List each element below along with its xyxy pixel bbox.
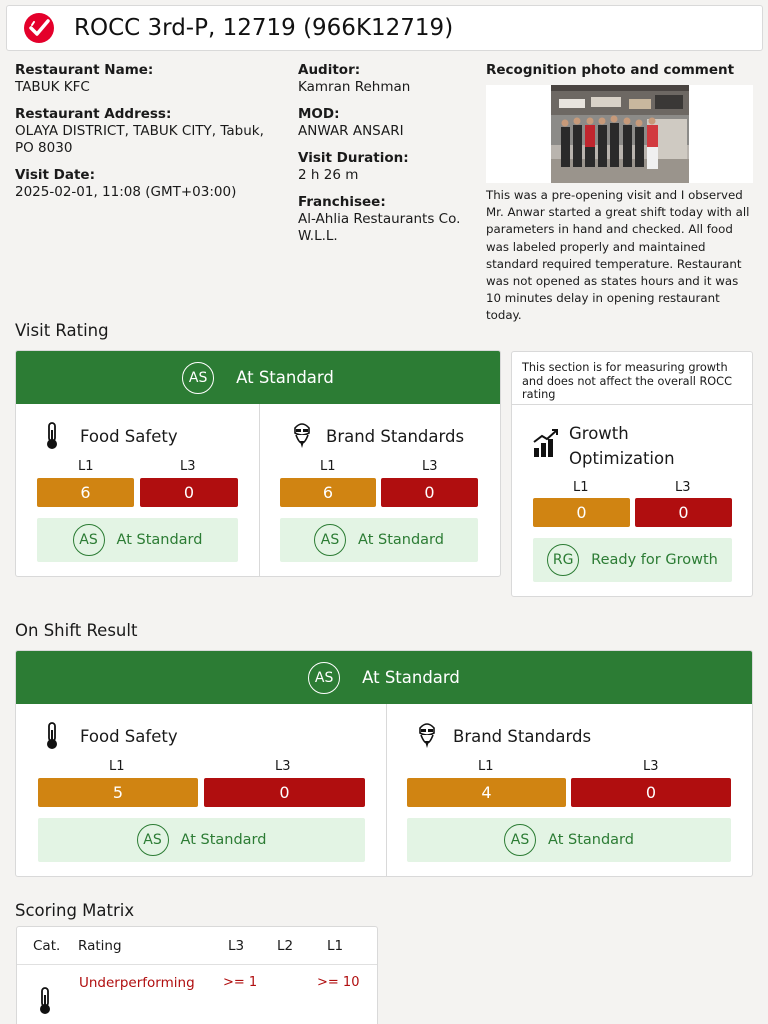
l3-count: 0: [571, 778, 731, 807]
check-logo-icon: [23, 12, 55, 44]
restaurant-address: OLAYA DISTRICT, TABUK CITY, Tabuk, PO 8030: [15, 123, 264, 156]
status-badge: AS: [314, 524, 346, 556]
l3-label: L3: [275, 759, 291, 774]
shift-brand-standards-panel: [387, 704, 753, 876]
status-badge: AS: [73, 524, 105, 556]
franchisee-label: Franchisee:: [298, 194, 386, 210]
recognition-photo[interactable]: [551, 85, 689, 183]
l1-count: 5: [38, 778, 198, 807]
visit-food-safety-panel: [16, 404, 259, 576]
status-label: At Standard: [180, 832, 267, 848]
status-badge: RG: [547, 544, 579, 576]
thermometer-icon: [37, 987, 53, 1019]
divider: [512, 404, 752, 405]
auditor: Kamran Rehman: [298, 79, 411, 95]
l1-label: L1: [320, 459, 336, 474]
franchisee: Al-Ahlia Restaurants Co. W.L.L.: [298, 211, 461, 244]
visit-info: [298, 62, 478, 255]
recognition-comment: This was a pre-opening visit and I observed Mr. Anwar started a great shift today with all parameters in hand and checked. All food was labeled properly and maintained standard required temperature. Restaurant was not opened as states hours and it was 10 minutes delay in opening restaurant today.: [486, 188, 750, 323]
column-header-rating: Rating: [78, 938, 122, 954]
growth-card: [511, 351, 753, 597]
growth-optimization-label: Growth Optimization: [569, 424, 675, 468]
food-safety-status: [38, 818, 365, 862]
matrix-rating: Underperforming: [79, 975, 195, 991]
l3-count: 0: [635, 498, 732, 527]
status-label: Ready for Growth: [591, 552, 718, 568]
scoring-matrix-title: Scoring Matrix: [15, 901, 135, 920]
column-header-l1: L1: [327, 938, 344, 954]
l1-label: L1: [573, 480, 589, 495]
recognition-photo-frame: [486, 85, 753, 183]
column-header-cat: Cat.: [33, 938, 61, 954]
status-badge: AS: [308, 662, 340, 694]
colonel-icon: [413, 720, 441, 752]
visit-rating-overall: [16, 351, 500, 404]
column-header-l3: L3: [228, 938, 245, 954]
restaurant-info: [15, 62, 280, 211]
food-safety-status: [37, 518, 238, 562]
status-label: At Standard: [358, 532, 444, 548]
growth-chart-icon: [533, 428, 559, 462]
restaurant-name-label: Restaurant Name:: [15, 62, 154, 78]
divider: [17, 964, 377, 965]
matrix-l1: >= 10: [317, 975, 360, 990]
mod-label: MOD:: [298, 106, 340, 122]
visit-rating-title: Visit Rating: [15, 321, 109, 340]
brand-standards-status: [407, 818, 731, 862]
status-badge: AS: [137, 824, 169, 856]
visit-date-label: Visit Date:: [15, 167, 95, 183]
l1-count: 6: [280, 478, 376, 507]
colonel-icon: [288, 420, 316, 452]
l3-label: L3: [422, 459, 438, 474]
address-label: Restaurant Address:: [15, 106, 172, 122]
l3-count: 0: [381, 478, 478, 507]
growth-note: This section is for measuring growth and does not affect the overall ROCC rating: [522, 361, 732, 401]
l3-label: L3: [675, 480, 691, 495]
food-safety-label: Food Safety: [80, 426, 178, 446]
matrix-l3: >= 1: [223, 975, 258, 990]
l3-count: 0: [140, 478, 238, 507]
l1-label: L1: [478, 759, 494, 774]
shift-food-safety-panel: [16, 704, 386, 876]
visit-brand-standards-panel: [260, 404, 501, 576]
column-header-l2: L2: [277, 938, 294, 954]
recognition-label: Recognition photo and comment: [486, 62, 735, 78]
l1-count: 0: [533, 498, 630, 527]
overall-status-label: At Standard: [236, 368, 334, 387]
brand-standards-status: [280, 518, 478, 562]
status-badge: AS: [504, 824, 536, 856]
scoring-matrix-table: [16, 926, 378, 1024]
food-safety-label: Food Safety: [80, 726, 178, 746]
l3-count: 0: [204, 778, 365, 807]
recognition-section: [486, 62, 754, 325]
on-shift-result-title: On Shift Result: [15, 621, 138, 640]
auditor-label: Auditor:: [298, 62, 361, 78]
l3-label: L3: [643, 759, 659, 774]
l1-label: L1: [78, 459, 94, 474]
status-label: At Standard: [548, 832, 634, 848]
visit-rating-card: [15, 350, 501, 577]
restaurant-name: TABUK KFC: [15, 79, 90, 95]
on-shift-card: [15, 650, 753, 877]
mod: ANWAR ANSARI: [298, 123, 404, 139]
l1-count: 4: [407, 778, 566, 807]
thermometer-icon: [38, 420, 66, 452]
status-badge: AS: [182, 362, 214, 394]
visit-duration: 2 h 26 m: [298, 167, 359, 183]
thermometer-icon: [38, 720, 66, 752]
l1-count: 6: [37, 478, 134, 507]
on-shift-overall: [16, 651, 752, 704]
growth-status: [533, 538, 732, 582]
l1-label: L1: [109, 759, 125, 774]
brand-standards-label: Brand Standards: [453, 726, 592, 746]
visit-date: 2025-02-01, 11:08 (GMT+03:00): [15, 184, 237, 200]
l3-label: L3: [180, 459, 196, 474]
page-title: ROCC 3rd-P, 12719 (966K12719): [74, 15, 454, 41]
brand-standards-label: Brand Standards: [326, 426, 465, 446]
header-bar: [6, 5, 763, 51]
overall-status-label: At Standard: [362, 668, 460, 687]
status-label: At Standard: [116, 532, 203, 548]
duration-label: Visit Duration:: [298, 150, 409, 166]
